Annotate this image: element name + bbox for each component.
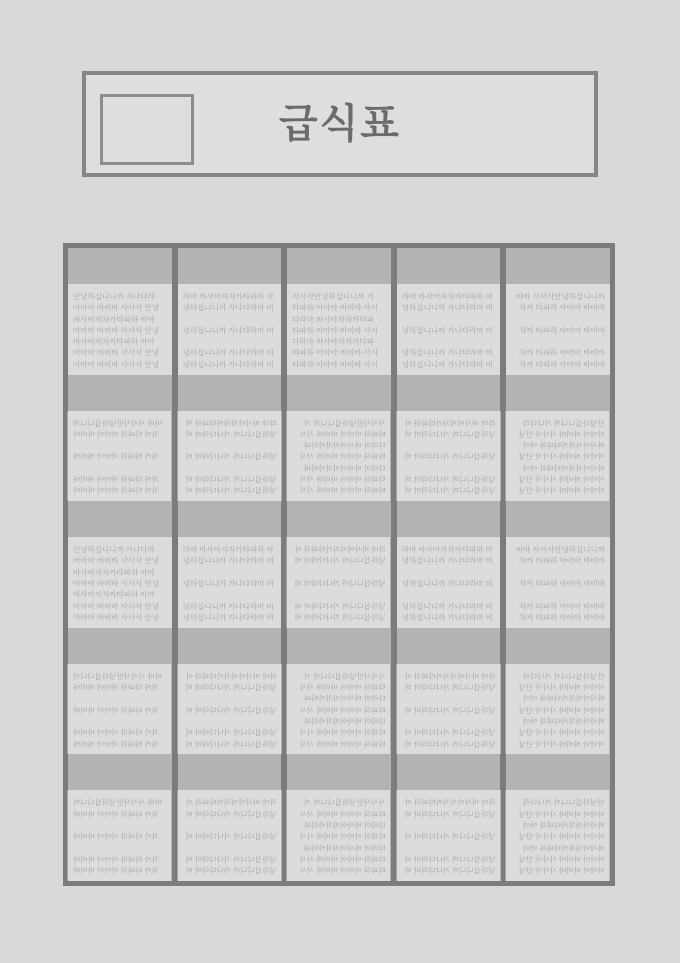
menu-cell-line: 아아아 바비바 사사사 안녕 [73,359,159,369]
menu-cell-line [73,716,167,727]
menu-cell-line [402,336,496,347]
menu-cell [178,537,282,628]
menu-cell-line: 타파하 아아아 바비바 사시 [292,325,379,335]
menu-cell-line: 차카 타파하 아아아 바비바 [519,579,605,589]
menu-cell-line [73,843,167,854]
menu-cell-line: 녕하십니니까 가나다라마 비 [185,452,277,462]
column-header-band [178,375,282,411]
menu-cell-line: 차카 타파하 아아아 바비바 [73,429,159,439]
menu-cell-line: 차카 타파하 아아아 바비바 [73,854,159,864]
menu-cell-line: 타파하 아아아 바비바 사시 [299,739,386,749]
menu-cell-line: 녕하십니니까 가나다라마 비 [185,486,277,496]
menu-cell [397,284,501,375]
menu-cell-line [73,440,167,451]
menu-cell-line: 다라마 바사아자차카타파 [304,463,386,473]
menu-cell-line: 녕하십니니까 가나다라마 비 [185,866,277,876]
menu-cell-line [183,589,277,600]
menu-cell-line: 차카 타파하 아아아 바비바 [73,705,159,715]
menu-cell [506,537,610,628]
menu-cell-line: 녕하십니니까 가나다라마 비 [401,303,493,313]
menu-cell-line: 바사아자차카타파하 아아 [523,820,605,830]
menu-cell-line [402,693,496,704]
menu-cell [287,664,391,755]
column-header-band [287,248,391,284]
menu-cell-line: 타파하 아아아 바비바 사시 [299,429,386,439]
menu-cell-line [402,440,496,451]
menu-cell-line [183,440,277,451]
menu-cell-line [511,589,605,600]
menu-cell-line [402,716,496,727]
menu-cell-line: 녕하십니니까 가나다라마 비 [401,556,493,566]
column-header-band [68,754,172,790]
menu-cell-line: 다라마 바사아자차카타파 [292,337,374,347]
menu-cell-line: 바사아자차카타파하 아아 [73,337,155,347]
menu-cell-line: 녕하십니니까 가나다라마 비 [401,579,493,589]
menu-cell-line: 라마 바사아자차카타파하 아 [185,418,277,428]
menu-cell-line: 타파하 아아아 바비바 사시 [292,303,379,313]
menu-cell-line: 녕하십니니까 가나다라마 비 [401,325,493,335]
menu-cell-line: 라마 바사아자차카타파하 아 [182,545,274,555]
column-header-band [178,501,282,537]
menu-cell-line: 다라마 바사아자차카타파 [304,694,386,704]
menu-cell-line: 아아아 바비바 사사사 안녕 [519,854,605,864]
menu-cell-line: 아아아 바비바 사사사 안녕 [519,728,605,738]
menu-cell-line: 바바 사사사안녕하십니니까 [515,545,605,555]
menu-cell-line: 녕하십니니까 가나다라마 비 [185,705,277,715]
menu-cell-line: 바바 사사사안녕하십니니까 [515,292,605,301]
menu-cell-line: 녕하십니니까 가나다라마 비 [294,556,386,566]
menu-cell-line [402,314,496,325]
menu-cell-line: 타파하 아아아 바비바 사시 [299,452,386,462]
menu-cell-line: 안녕하십니니까 가나다라 [523,798,605,808]
menu-cell-line [73,820,167,831]
menu-cell [506,284,610,375]
menu-cell-line: 바사아자차카타파하 아아 [523,716,605,726]
column-header-band [68,501,172,537]
menu-cell-line: 차카 타파하 아아아 바비바 [73,452,159,462]
menu-cell-line: 아아아 바비바 사사사 안녕 [73,303,159,313]
menu-cell-line: 아아아 바비바 사사사 안녕 [519,429,605,439]
menu-cell-line: 타파하 아아아 바비바 사시 [299,866,386,876]
menu-cell-line: 타파하 아아아 바비바 사시 [292,359,379,369]
menu-cell-line: 아아아 바비바 사사사 안녕 [73,348,159,358]
menu-cell-line: 바사아자차카타파하 아아 [523,694,605,704]
menu-cell [68,664,172,755]
menu-cell-line [73,463,167,474]
menu-cell-line [183,843,277,854]
menu-cell [506,411,610,502]
column-header-band [287,754,391,790]
menu-table [63,243,615,886]
menu-cell [506,790,610,881]
menu-cell [397,537,501,628]
menu-cell [68,537,172,628]
menu-cell-line: 녕하십니니까 가나다라마 비 [404,429,496,439]
column-header-band [68,628,172,664]
menu-cell [397,411,501,502]
menu-cell-line: 라마 바사아자차카타파하 아 [185,671,277,681]
menu-cell-line: 녕하십니니까 가나다라마 비 [185,854,277,864]
menu-cell-line [511,567,605,578]
menu-cell-line: 차카 타파하 아아아 바비바 [73,486,159,496]
page-title: 급식표 [279,102,401,146]
menu-cell-line: 녕하십니니까 가나다라마 비 [404,832,496,842]
menu-cell-line: 차카 타파하 아아아 바비바 [73,728,159,738]
menu-cell-line [402,820,496,831]
column-header-band [178,754,282,790]
menu-cell-line: 바사아자차카타파하 아아 [73,567,155,577]
column-header-band [397,248,501,284]
menu-cell-line: 라마 바사아자차카타파하 아 [404,798,496,808]
menu-cell [506,664,610,755]
menu-cell-line: 차카 타파하 아아아 바비바 [73,866,159,876]
menu-cell-line: 바사아자차카타파하 아아 [523,463,605,473]
column-header-band [287,375,391,411]
menu-cell-line: 다라마 바사아자차카타파 [304,820,386,830]
menu-cell-line: 녕하십니니까 가나다라마 비 [404,739,496,749]
menu-cell-line: 아아아 바비바 사사사 안녕 [73,601,159,611]
menu-cell-line: 녕하십니니까 가나다라마 비 [404,854,496,864]
menu-cell [397,664,501,755]
menu-cell-line: 녕하십니니까 가나다라마 비 [401,348,493,358]
menu-cell-line: 아아아 바비바 사사사 안녕 [73,612,159,622]
menu-cell-line: 차카 타파하 아아아 바비바 [73,809,159,819]
menu-cell-line: 녕하십니니까 가나다라마 비 [404,475,496,485]
menu-cell-line: 녕하십니니까 가나다라마 비 [404,866,496,876]
menu-cell-line: 녕하십니니까 가나다라마 비 [401,612,493,622]
menu-cell-line [402,589,496,600]
menu-cell-line: 녕하십니니까 가나다라마 비 [182,612,274,622]
menu-cell-line: 아아아 바비바 사사사 안녕 [519,832,605,842]
menu-cell-line: 차카 타파하 아아아 바비바 [73,739,159,749]
menu-cell-line: 녕하십니니까 가나다라마 비 [294,579,386,589]
menu-cell-line: 라마 바사아자차카타파하 아 [401,545,493,555]
menu-cell-line [183,336,277,347]
menu-cell-line: 안녕하십니니까 가나다라 [523,418,605,428]
column-header-band [506,754,610,790]
menu-cell-line: 녕하십니니까 가나다라마 비 [404,452,496,462]
menu-cell-line: 라마 바사아자차카타파하 아 [404,671,496,681]
menu-cell-line: 안녕하십니니까 가나다라 [73,292,155,301]
menu-cell-line: 녕하십니니까 가나다라마 비 [182,359,274,369]
menu-cell-line [183,314,277,325]
menu-cell-line: 바사아자차카타파하 아아 [523,843,605,853]
menu-cell-line [183,463,277,474]
menu-cell-line [183,820,277,831]
menu-cell-line: 아아아 바비바 사사사 안녕 [73,325,159,335]
menu-cell-line: 사사사안녕하십니니까 기 [304,671,386,681]
menu-cell-line: 녕하십니니까 가나다라마 비 [401,601,493,611]
column-header-band [506,248,610,284]
menu-cell-line: 녕하십니니까 가나다라마 비 [182,325,274,335]
column-header-band [506,628,610,664]
menu-cell-line: 녕하십니니까 가나다라마 비 [401,359,493,369]
column-header-band [506,375,610,411]
menu-cell-line: 사사사안녕하십니니까 기 [304,798,386,808]
menu-cell-line [183,716,277,727]
menu-cell [68,790,172,881]
menu-cell-line: 녕하십니니까 가나다라마 비 [185,832,277,842]
logo-placeholder-box [100,94,194,165]
menu-cell-line [292,567,386,578]
menu-cell-line: 라마 바사아자차카타파하 아 [401,292,493,301]
menu-cell-line: 녕하십니니까 가나다라마 비 [185,683,277,693]
menu-cell-line: 녕하십니니까 가나다라마 비 [185,475,277,485]
menu-column [397,248,501,881]
column-header-band [287,501,391,537]
column-header-band [287,628,391,664]
menu-cell-line: 다라마 바사아자차카타파 [292,314,374,324]
menu-column [178,248,282,881]
menu-cell-line: 녕하십니니까 가나다라마 비 [182,303,274,313]
menu-column [68,248,172,881]
menu-cell-line: 아아아 바비바 사사사 안녕 [519,683,605,693]
menu-cell-line: 아아아 바비바 사사사 안녕 [519,475,605,485]
menu-cell-line: 녕하십니니까 가나다라마 비 [182,348,274,358]
menu-cell-line: 녕하십니니까 가나다라마 비 [182,579,274,589]
menu-cell-line: 차카 타파하 아아아 바비바 [519,325,605,335]
menu-cell-line: 라마 바사아자차카타파하 아 [182,292,274,301]
menu-cell-line [183,567,277,578]
menu-cell-line: 차카 타파하 아아아 바비바 [519,359,605,369]
menu-cell [287,284,391,375]
menu-cell-line: 아아아 바비바 사사사 안녕 [73,579,159,589]
menu-cell-line: 바사아자차카타파하 아아 [73,590,155,600]
menu-cell-line: 아아아 바비바 사사사 안녕 [519,705,605,715]
menu-cell-line: 라마 바사아자차카타파하 아 [294,545,386,555]
menu-cell-line [183,693,277,704]
menu-cell-line: 타파하 아아아 바비바 사시 [299,854,386,864]
menu-cell [178,284,282,375]
menu-cell-line: 타파하 아아아 바비바 사시 [299,486,386,496]
menu-cell-line: 아아아 바비바 사사사 안녕 [73,556,159,566]
menu-cell-line: 녕하십니니까 가나다라마 비 [182,601,274,611]
menu-cell-line: 차카 타파하 아아아 바비바 [73,683,159,693]
menu-cell-line: 녕하십니니까 가나다라마 비 [404,705,496,715]
menu-cell-line: 녕하십니니까 가나다라마 비 [185,809,277,819]
menu-cell-line: 바사아자차카타파하 아아 [523,441,605,451]
menu-cell-line [402,567,496,578]
menu-cell-line: 아아아 바비바 사사사 안녕 [519,866,605,876]
menu-column [287,248,391,881]
menu-cell-line: 차카 타파하 아아아 바비바 [519,601,605,611]
menu-cell [287,790,391,881]
menu-cell-line: 사사사안녕하십니니까 기 [292,292,374,301]
menu-cell [287,537,391,628]
menu-cell-line: 타파하 아아아 바비바 사시 [299,832,386,842]
menu-cell [287,411,391,502]
menu-cell-line: 아아아 바비바 사사사 안녕 [519,809,605,819]
column-header-band [397,375,501,411]
menu-cell-line: 아아아 바비바 사사사 안녕 [519,486,605,496]
menu-cell-line: 녕하십니니까 가나다라마 비 [185,429,277,439]
menu-cell-line: 타파하 아아아 바비바 사시 [292,348,379,358]
menu-cell-line: 차카 타파하 아아아 바비바 [73,475,159,485]
menu-cell-line: 사사사안녕하십니니까 기 [304,418,386,428]
header-box [82,71,598,177]
column-header-band [397,501,501,537]
menu-cell-line [511,336,605,347]
menu-cell-line: 타파하 아아아 바비바 사시 [299,683,386,693]
menu-cell-line: 타파하 아아아 바비바 사시 [299,809,386,819]
menu-cell-line: 차카 타파하 아아아 바비바 [519,612,605,622]
menu-cell-line: 타파하 아아아 바비바 사시 [299,705,386,715]
menu-cell-line: 녕하십니니까 가나다라마 비 [185,728,277,738]
menu-cell [397,790,501,881]
menu-cell-line: 라마 바사아자차카타파하 아 [404,418,496,428]
menu-cell-line [292,589,386,600]
column-header-band [178,248,282,284]
menu-cell-line: 녕하십니니까 가나다라마 비 [404,486,496,496]
menu-cell-line: 아아아 바비바 사사사 안녕 [519,452,605,462]
menu-cell-line: 아아아 바비바 사사사 안녕 [519,739,605,749]
menu-cell-line: 다라마 바사아자차카타파 [304,716,386,726]
column-header-band [68,375,172,411]
menu-cell-line: 차카 타파하 아아아 바비바 [519,348,605,358]
menu-cell-line [402,843,496,854]
menu-cell-line: 라마 바사아자차카타파하 아 [185,798,277,808]
menu-cell [68,284,172,375]
menu-cell-line: 녕하십니니까 가나다라마 비 [404,809,496,819]
column-header-band [506,501,610,537]
menu-cell-line: 안녕하십니니까 가나다라 [73,545,155,555]
menu-cell-line: 바바 사사사안녕하십니니까 [73,798,163,808]
menu-cell-line: 바바 사사사안녕하십니니까 [73,418,163,428]
menu-cell-line: 바사아자차카타파하 아아 [73,314,155,324]
menu-cell-line: 타파하 아아아 바비바 사시 [299,728,386,738]
menu-cell-line: 녕하십니니까 가나다라마 비 [185,739,277,749]
column-header-band [68,248,172,284]
menu-cell-line: 녕하십니니까 가나다라마 비 [404,683,496,693]
menu-cell-line: 타파하 아아아 바비바 사시 [299,475,386,485]
menu-cell [178,790,282,881]
menu-cell-line: 안녕하십니니까 가나다라 [523,671,605,681]
column-header-band [178,628,282,664]
menu-cell-line: 다라마 바사아자차카타파 [304,441,386,451]
menu-cell-line: 녕하십니니까 가나다라마 비 [404,728,496,738]
menu-cell-line: 녕하십니니까 가나다라마 비 [182,556,274,566]
menu-cell [68,411,172,502]
menu-cell-line [511,314,605,325]
menu-cell-line [73,693,167,704]
menu-cell-line: 녕하십니니까 가나다라마 비 [294,612,386,622]
menu-cell-line: 녕하십니니까 가나다라마 비 [294,601,386,611]
column-header-band [397,754,501,790]
menu-cell-line: 다라마 바사아자차카타파 [304,843,386,853]
menu-cell-line: 차카 타파하 아아아 바비바 [73,832,159,842]
menu-cell-line: 차카 타파하 아아아 바비바 [519,303,605,313]
menu-cell [178,411,282,502]
menu-cell-line: 차카 타파하 아아아 바비바 [519,556,605,566]
menu-cell-line [402,463,496,474]
column-header-band [397,628,501,664]
menu-column [506,248,610,881]
menu-cell [178,664,282,755]
menu-cell-line: 바바 사사사안녕하십니니까 [73,671,163,681]
